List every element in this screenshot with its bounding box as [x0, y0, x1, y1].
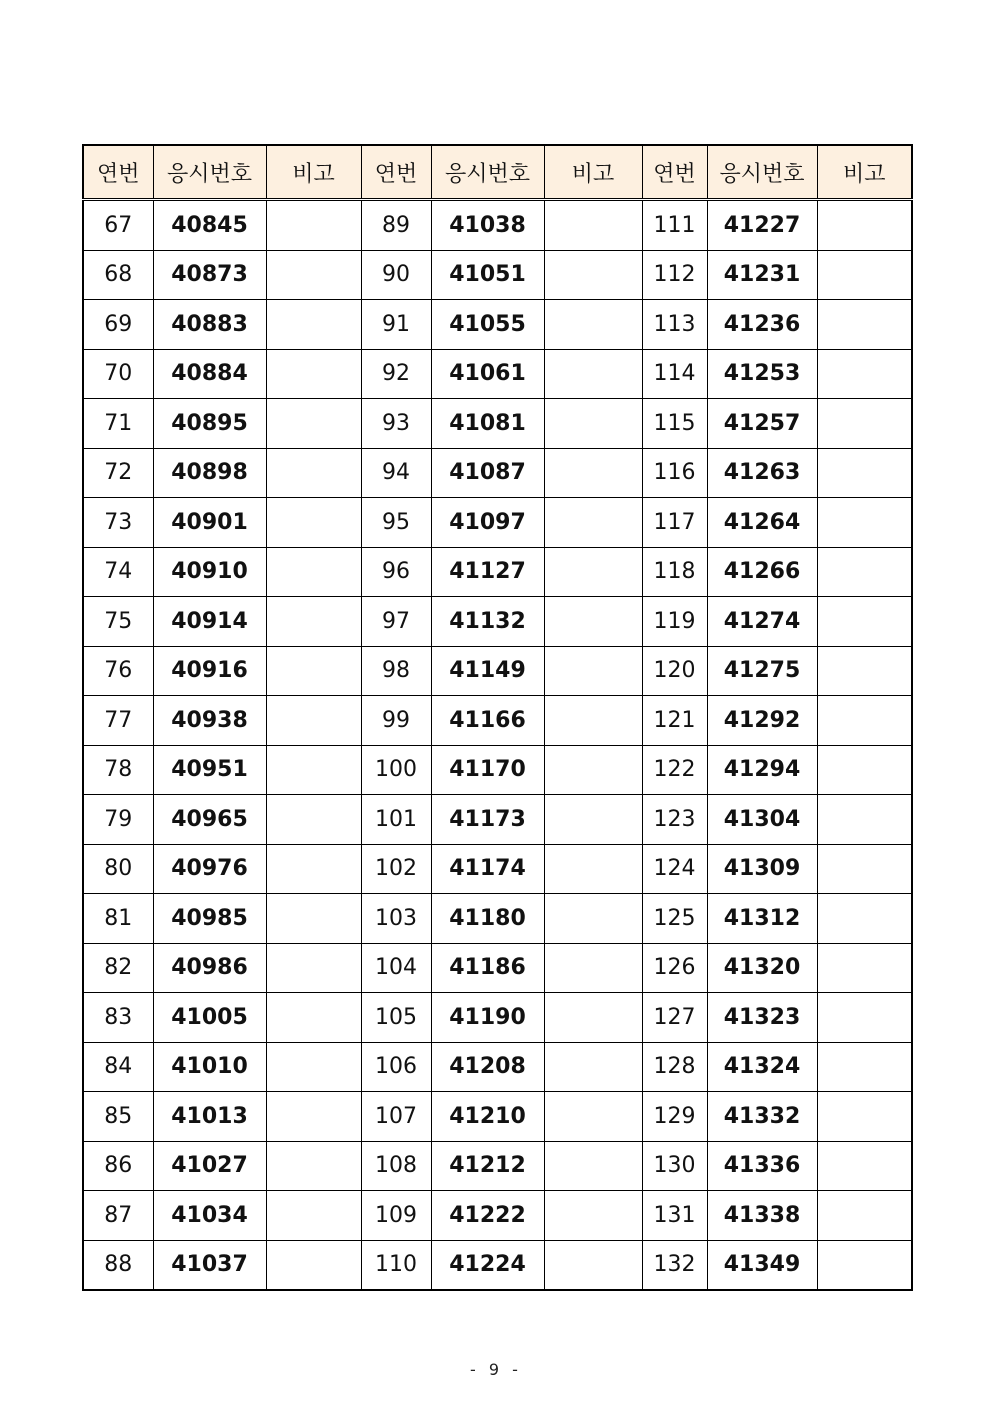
exam-number-cell: 41208 — [431, 1042, 544, 1092]
remarks-cell — [817, 943, 912, 993]
remarks-cell — [817, 646, 912, 696]
exam-number-cell: 40883 — [153, 300, 266, 350]
table-row — [83, 547, 912, 597]
exam-number-cell: 41010 — [153, 1042, 266, 1092]
table-row — [83, 399, 912, 449]
exam-number-cell: 41149 — [431, 646, 544, 696]
serial-cell: 121 — [642, 696, 707, 746]
remarks-cell — [817, 894, 912, 944]
serial-cell: 99 — [361, 696, 431, 746]
serial-cell: 111 — [642, 200, 707, 251]
serial-cell: 89 — [361, 200, 431, 251]
table-row — [83, 1141, 912, 1191]
serial-cell: 77 — [83, 696, 153, 746]
table-row — [83, 894, 912, 944]
remarks-cell — [817, 696, 912, 746]
remarks-cell — [266, 993, 361, 1043]
exam-number-cell: 41173 — [431, 795, 544, 845]
remarks-cell — [817, 448, 912, 498]
remarks-cell — [817, 597, 912, 647]
exam-number-cell: 40910 — [153, 547, 266, 597]
serial-cell: 96 — [361, 547, 431, 597]
serial-cell: 128 — [642, 1042, 707, 1092]
remarks-cell — [266, 300, 361, 350]
remarks-cell — [266, 795, 361, 845]
remarks-cell — [817, 1240, 912, 1290]
exam-number-cell: 41127 — [431, 547, 544, 597]
exam-number-cell: 41324 — [707, 1042, 817, 1092]
remarks-cell — [266, 597, 361, 647]
remarks-cell — [817, 349, 912, 399]
remarks-cell — [266, 745, 361, 795]
remarks-cell — [544, 1042, 642, 1092]
serial-cell: 82 — [83, 943, 153, 993]
serial-cell: 71 — [83, 399, 153, 449]
serial-cell: 114 — [642, 349, 707, 399]
table-row — [83, 1191, 912, 1241]
remarks-cell — [266, 250, 361, 300]
remarks-cell — [544, 349, 642, 399]
remarks-cell — [544, 1141, 642, 1191]
exam-number-cell: 40895 — [153, 399, 266, 449]
serial-cell: 87 — [83, 1191, 153, 1241]
exam-number-cell: 41051 — [431, 250, 544, 300]
remarks-cell — [544, 1191, 642, 1241]
exam-number-cell: 41038 — [431, 200, 544, 251]
exam-number-cell: 41227 — [707, 200, 817, 251]
remarks-cell — [544, 1240, 642, 1290]
header-row — [83, 145, 912, 200]
header-exam-number: 응시번호 — [707, 145, 817, 200]
remarks-cell — [544, 250, 642, 300]
serial-cell: 94 — [361, 448, 431, 498]
remarks-cell — [817, 300, 912, 350]
remarks-cell — [817, 745, 912, 795]
exam-number-cell: 41338 — [707, 1191, 817, 1241]
exam-number-cell: 41275 — [707, 646, 817, 696]
serial-cell: 88 — [83, 1240, 153, 1290]
serial-cell: 105 — [361, 993, 431, 1043]
exam-number-cell: 41212 — [431, 1141, 544, 1191]
exam-number-cell: 41190 — [431, 993, 544, 1043]
serial-cell: 69 — [83, 300, 153, 350]
remarks-cell — [544, 448, 642, 498]
serial-cell: 127 — [642, 993, 707, 1043]
remarks-cell — [266, 844, 361, 894]
exam-number-cell: 41097 — [431, 498, 544, 548]
serial-cell: 104 — [361, 943, 431, 993]
remarks-cell — [544, 1092, 642, 1142]
remarks-cell — [266, 646, 361, 696]
serial-cell: 107 — [361, 1092, 431, 1142]
serial-cell: 95 — [361, 498, 431, 548]
exam-number-cell: 41222 — [431, 1191, 544, 1241]
remarks-cell — [544, 795, 642, 845]
remarks-cell — [817, 547, 912, 597]
table-row — [83, 993, 912, 1043]
remarks-cell — [817, 1092, 912, 1142]
table-row — [83, 745, 912, 795]
remarks-cell — [266, 1141, 361, 1191]
serial-cell: 76 — [83, 646, 153, 696]
exam-number-cell: 41231 — [707, 250, 817, 300]
exam-number-cell: 41037 — [153, 1240, 266, 1290]
serial-cell: 120 — [642, 646, 707, 696]
serial-cell: 78 — [83, 745, 153, 795]
serial-cell: 72 — [83, 448, 153, 498]
serial-cell: 83 — [83, 993, 153, 1043]
exam-number-cell: 41081 — [431, 399, 544, 449]
header-remarks: 비고 — [817, 145, 912, 200]
header-serial: 연번 — [642, 145, 707, 200]
exam-number-cell: 40986 — [153, 943, 266, 993]
serial-cell: 116 — [642, 448, 707, 498]
exam-number-cell: 40884 — [153, 349, 266, 399]
exam-number-cell: 40938 — [153, 696, 266, 746]
exam-number-cell: 41186 — [431, 943, 544, 993]
remarks-cell — [817, 200, 912, 251]
exam-number-cell: 40901 — [153, 498, 266, 548]
remarks-cell — [544, 200, 642, 251]
exam-number-cell: 40873 — [153, 250, 266, 300]
serial-cell: 130 — [642, 1141, 707, 1191]
serial-cell: 80 — [83, 844, 153, 894]
exam-number-cell: 40914 — [153, 597, 266, 647]
remarks-cell — [544, 597, 642, 647]
exam-number-cell: 41332 — [707, 1092, 817, 1142]
exam-number-cell: 41292 — [707, 696, 817, 746]
serial-cell: 123 — [642, 795, 707, 845]
exam-number-cell: 41309 — [707, 844, 817, 894]
exam-number-cell: 41274 — [707, 597, 817, 647]
header-serial: 연번 — [361, 145, 431, 200]
remarks-cell — [544, 844, 642, 894]
remarks-cell — [817, 250, 912, 300]
serial-cell: 115 — [642, 399, 707, 449]
remarks-cell — [544, 399, 642, 449]
table-row — [83, 448, 912, 498]
remarks-cell — [266, 498, 361, 548]
exam-number-cell: 41312 — [707, 894, 817, 944]
header-serial: 연번 — [83, 145, 153, 200]
serial-cell: 122 — [642, 745, 707, 795]
remarks-cell — [817, 795, 912, 845]
serial-cell: 132 — [642, 1240, 707, 1290]
exam-number-cell: 41027 — [153, 1141, 266, 1191]
exam-number-cell: 41087 — [431, 448, 544, 498]
remarks-cell — [544, 993, 642, 1043]
remarks-cell — [266, 1240, 361, 1290]
exam-number-cell: 41166 — [431, 696, 544, 746]
table-row — [83, 1240, 912, 1290]
remarks-cell — [817, 1141, 912, 1191]
exam-number-cell: 41061 — [431, 349, 544, 399]
exam-number-cell: 41005 — [153, 993, 266, 1043]
remarks-cell — [266, 200, 361, 251]
exam-number-cell: 41180 — [431, 894, 544, 944]
serial-cell: 90 — [361, 250, 431, 300]
exam-number-cell: 41266 — [707, 547, 817, 597]
serial-cell: 102 — [361, 844, 431, 894]
exam-number-cell: 41323 — [707, 993, 817, 1043]
remarks-cell — [266, 894, 361, 944]
exam-number-cell: 41055 — [431, 300, 544, 350]
remarks-cell — [266, 399, 361, 449]
applicant-table — [82, 144, 913, 1291]
table-row — [83, 696, 912, 746]
exam-number-cell: 41320 — [707, 943, 817, 993]
serial-cell: 129 — [642, 1092, 707, 1142]
serial-cell: 74 — [83, 547, 153, 597]
serial-cell: 109 — [361, 1191, 431, 1241]
serial-cell: 70 — [83, 349, 153, 399]
serial-cell: 67 — [83, 200, 153, 251]
serial-cell: 75 — [83, 597, 153, 647]
header-exam-number: 응시번호 — [153, 145, 266, 200]
serial-cell: 85 — [83, 1092, 153, 1142]
exam-number-cell: 40898 — [153, 448, 266, 498]
remarks-cell — [544, 547, 642, 597]
exam-number-cell: 40951 — [153, 745, 266, 795]
serial-cell: 126 — [642, 943, 707, 993]
exam-number-cell: 41224 — [431, 1240, 544, 1290]
remarks-cell — [544, 646, 642, 696]
serial-cell: 119 — [642, 597, 707, 647]
exam-number-cell: 41236 — [707, 300, 817, 350]
remarks-cell — [266, 696, 361, 746]
serial-cell: 112 — [642, 250, 707, 300]
table-row — [83, 498, 912, 548]
remarks-cell — [544, 745, 642, 795]
serial-cell: 108 — [361, 1141, 431, 1191]
serial-cell: 125 — [642, 894, 707, 944]
exam-number-cell: 41336 — [707, 1141, 817, 1191]
exam-number-cell: 40965 — [153, 795, 266, 845]
remarks-cell — [817, 844, 912, 894]
serial-cell: 131 — [642, 1191, 707, 1241]
exam-number-cell: 40845 — [153, 200, 266, 251]
exam-number-cell: 41294 — [707, 745, 817, 795]
remarks-cell — [266, 943, 361, 993]
serial-cell: 103 — [361, 894, 431, 944]
serial-cell: 81 — [83, 894, 153, 944]
serial-cell: 113 — [642, 300, 707, 350]
table-row — [83, 597, 912, 647]
serial-cell: 106 — [361, 1042, 431, 1092]
exam-number-cell: 40916 — [153, 646, 266, 696]
remarks-cell — [266, 349, 361, 399]
header-remarks: 비고 — [544, 145, 642, 200]
table-row — [83, 943, 912, 993]
exam-number-cell: 41304 — [707, 795, 817, 845]
exam-number-cell: 40985 — [153, 894, 266, 944]
table-row — [83, 844, 912, 894]
remarks-cell — [266, 1191, 361, 1241]
page-number: - 9 - — [470, 1360, 522, 1379]
remarks-cell — [266, 1042, 361, 1092]
serial-cell: 124 — [642, 844, 707, 894]
remarks-cell — [817, 1191, 912, 1241]
serial-cell: 101 — [361, 795, 431, 845]
exam-number-cell: 41170 — [431, 745, 544, 795]
remarks-cell — [544, 894, 642, 944]
remarks-cell — [817, 498, 912, 548]
serial-cell: 98 — [361, 646, 431, 696]
table-row — [83, 795, 912, 845]
header-exam-number: 응시번호 — [431, 145, 544, 200]
table-row — [83, 200, 912, 251]
exam-number-cell: 41013 — [153, 1092, 266, 1142]
serial-cell: 84 — [83, 1042, 153, 1092]
exam-number-cell: 41264 — [707, 498, 817, 548]
remarks-cell — [817, 993, 912, 1043]
remarks-cell — [544, 943, 642, 993]
exam-number-cell: 41132 — [431, 597, 544, 647]
serial-cell: 110 — [361, 1240, 431, 1290]
serial-cell: 92 — [361, 349, 431, 399]
remarks-cell — [817, 1042, 912, 1092]
serial-cell: 117 — [642, 498, 707, 548]
remarks-cell — [266, 1092, 361, 1142]
remarks-cell — [544, 498, 642, 548]
table-row — [83, 300, 912, 350]
serial-cell: 91 — [361, 300, 431, 350]
serial-cell: 100 — [361, 745, 431, 795]
exam-number-cell: 41263 — [707, 448, 817, 498]
serial-cell: 79 — [83, 795, 153, 845]
exam-number-cell: 41210 — [431, 1092, 544, 1142]
table-row — [83, 349, 912, 399]
exam-number-cell: 41349 — [707, 1240, 817, 1290]
table-row — [83, 1042, 912, 1092]
serial-cell: 97 — [361, 597, 431, 647]
exam-number-cell: 41174 — [431, 844, 544, 894]
remarks-cell — [266, 448, 361, 498]
exam-number-cell: 41257 — [707, 399, 817, 449]
serial-cell: 86 — [83, 1141, 153, 1191]
table-row — [83, 250, 912, 300]
header-remarks: 비고 — [266, 145, 361, 200]
exam-number-cell: 41253 — [707, 349, 817, 399]
remarks-cell — [544, 300, 642, 350]
remarks-cell — [544, 696, 642, 746]
remarks-cell — [266, 547, 361, 597]
exam-number-cell: 40976 — [153, 844, 266, 894]
serial-cell: 73 — [83, 498, 153, 548]
serial-cell: 93 — [361, 399, 431, 449]
serial-cell: 118 — [642, 547, 707, 597]
table-body — [83, 200, 912, 1291]
remarks-cell — [817, 399, 912, 449]
table-row — [83, 646, 912, 696]
serial-cell: 68 — [83, 250, 153, 300]
table-row — [83, 1092, 912, 1142]
exam-number-cell: 41034 — [153, 1191, 266, 1241]
